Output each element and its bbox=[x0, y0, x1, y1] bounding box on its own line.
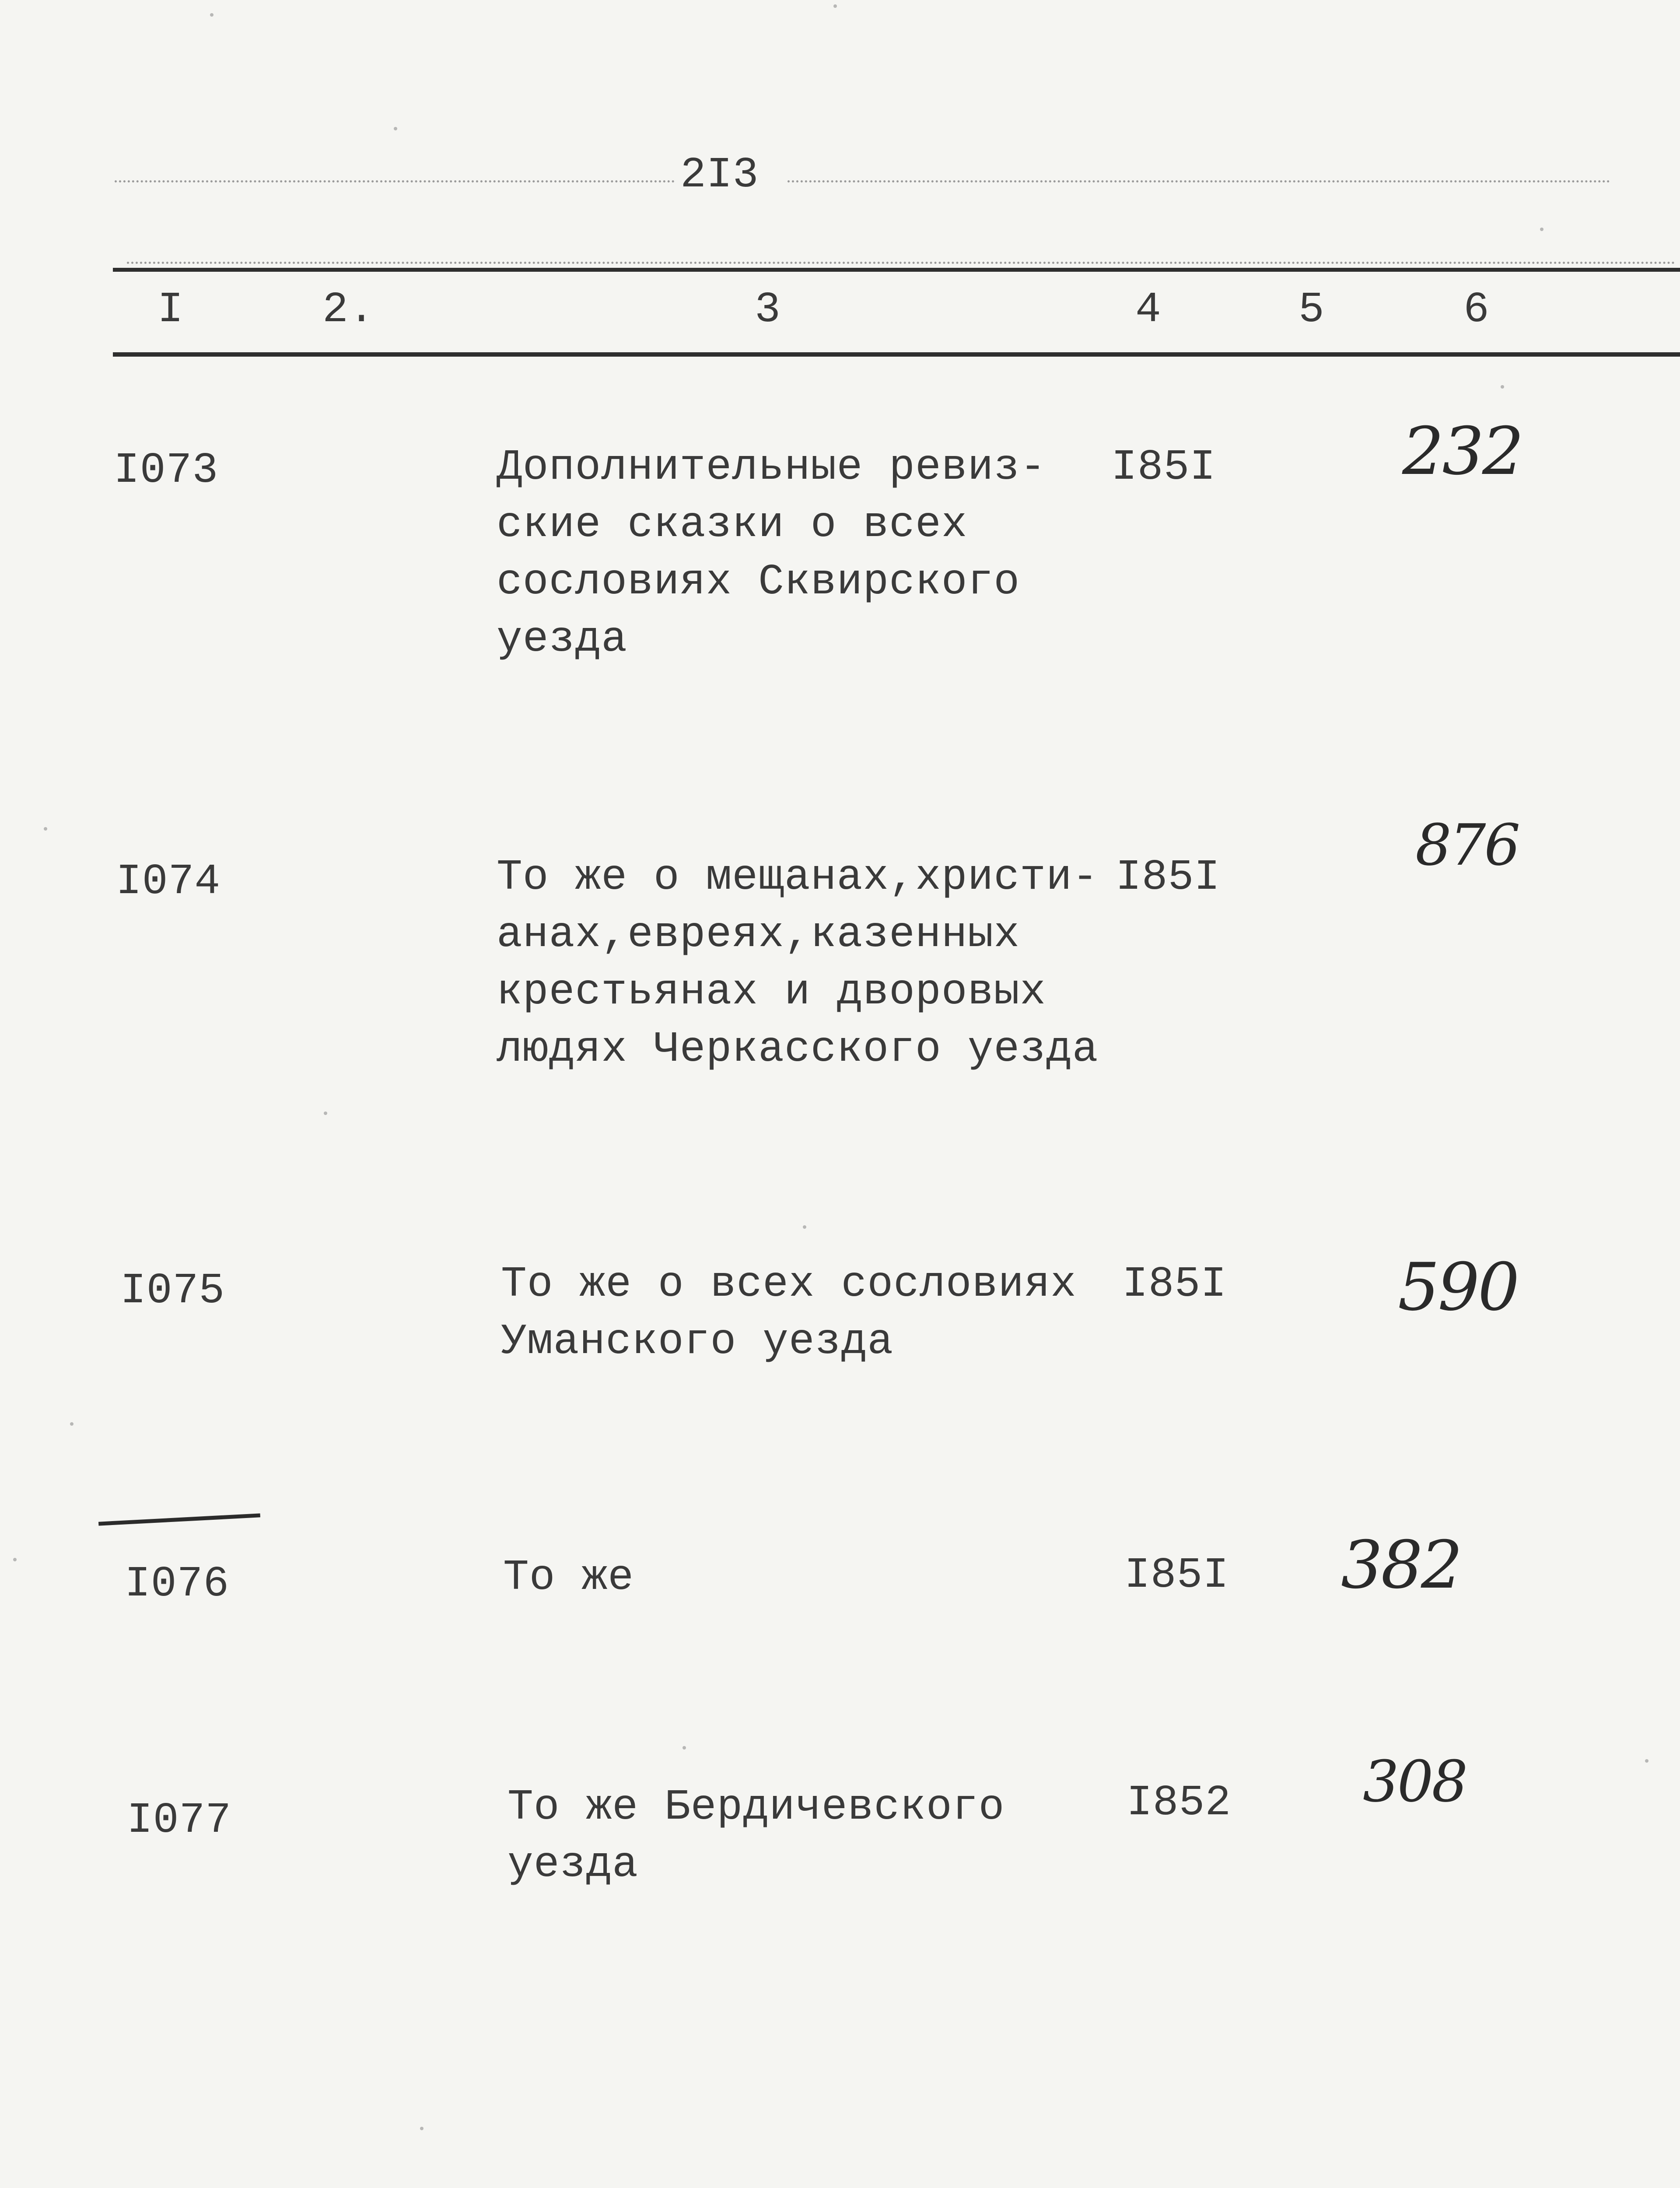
row-title-line: То же Бердичевского bbox=[508, 1783, 1005, 1832]
row-title-line: крестьянах и дворовых bbox=[497, 968, 1046, 1017]
scan-speck bbox=[803, 1225, 806, 1229]
row-title-line: Дополнительные ревиз- bbox=[497, 443, 1046, 492]
row-sheet-count-handwritten: 382 bbox=[1341, 1527, 1461, 1603]
header-dotted-line-left bbox=[115, 180, 675, 182]
row-title-line: То же о мещанах,христи- bbox=[497, 853, 1099, 902]
row-title-line: уезда bbox=[508, 1841, 639, 1889]
row-number: I076 bbox=[125, 1560, 230, 1609]
row-year: I85I bbox=[1122, 1260, 1227, 1309]
row-title-line: анах,евреях,казенных bbox=[497, 911, 1020, 959]
row-year: I85I bbox=[1124, 1551, 1229, 1600]
scan-speck bbox=[44, 827, 47, 831]
header-top-rule bbox=[113, 268, 1680, 272]
scan-speck bbox=[1501, 385, 1504, 389]
scan-speck bbox=[324, 1112, 327, 1115]
scan-speck bbox=[210, 13, 214, 17]
column-header-1: I bbox=[158, 286, 184, 334]
column-header-2: 2. bbox=[322, 286, 375, 334]
row-number: I075 bbox=[120, 1267, 225, 1315]
row-sheet-count-handwritten: 876 bbox=[1415, 812, 1519, 878]
scan-speck bbox=[13, 1558, 17, 1561]
scan-speck bbox=[1645, 1759, 1648, 1763]
scan-speck bbox=[1540, 228, 1544, 231]
scan-speck bbox=[833, 4, 837, 8]
row-sheet-count-handwritten: 590 bbox=[1398, 1249, 1518, 1325]
row-number: I077 bbox=[127, 1796, 232, 1845]
column-header-6: 6 bbox=[1463, 286, 1490, 334]
row-year: I852 bbox=[1127, 1779, 1232, 1827]
row-title-line: сословиях Сквирского bbox=[497, 558, 1020, 607]
row-year: I85I bbox=[1111, 443, 1216, 492]
scan-speck bbox=[70, 1422, 74, 1426]
header-bottom-rule bbox=[113, 352, 1680, 357]
row-number: I073 bbox=[114, 446, 219, 495]
row-number: I074 bbox=[116, 858, 221, 906]
header-dotted-line-right bbox=[788, 180, 1610, 182]
row-sheet-count-handwritten: 232 bbox=[1402, 414, 1522, 490]
row-title-line: Уманского уезда bbox=[501, 1318, 894, 1366]
page-number: 2I3 bbox=[680, 151, 759, 200]
column-header-4: 4 bbox=[1135, 286, 1162, 334]
scan-speck bbox=[394, 127, 397, 130]
scan-speck bbox=[420, 2127, 424, 2130]
row-title-line: ские сказки о всех bbox=[497, 501, 968, 549]
row-title-line: То же bbox=[503, 1553, 634, 1602]
row-sheet-count-handwritten: 308 bbox=[1363, 1748, 1466, 1815]
column-header-5: 5 bbox=[1298, 286, 1325, 334]
row-year: I85I bbox=[1116, 853, 1221, 902]
struck-number-line bbox=[98, 1513, 260, 1525]
column-header-3: 3 bbox=[755, 286, 781, 334]
header-dotted-line-upper-rule bbox=[127, 262, 1676, 264]
row-title-line: уезда bbox=[497, 615, 628, 664]
row-title-line: То же о всех сословиях bbox=[501, 1260, 1077, 1309]
row-title-line: людях Черкасского уезда bbox=[497, 1025, 1099, 1074]
scan-speck bbox=[682, 1746, 686, 1750]
